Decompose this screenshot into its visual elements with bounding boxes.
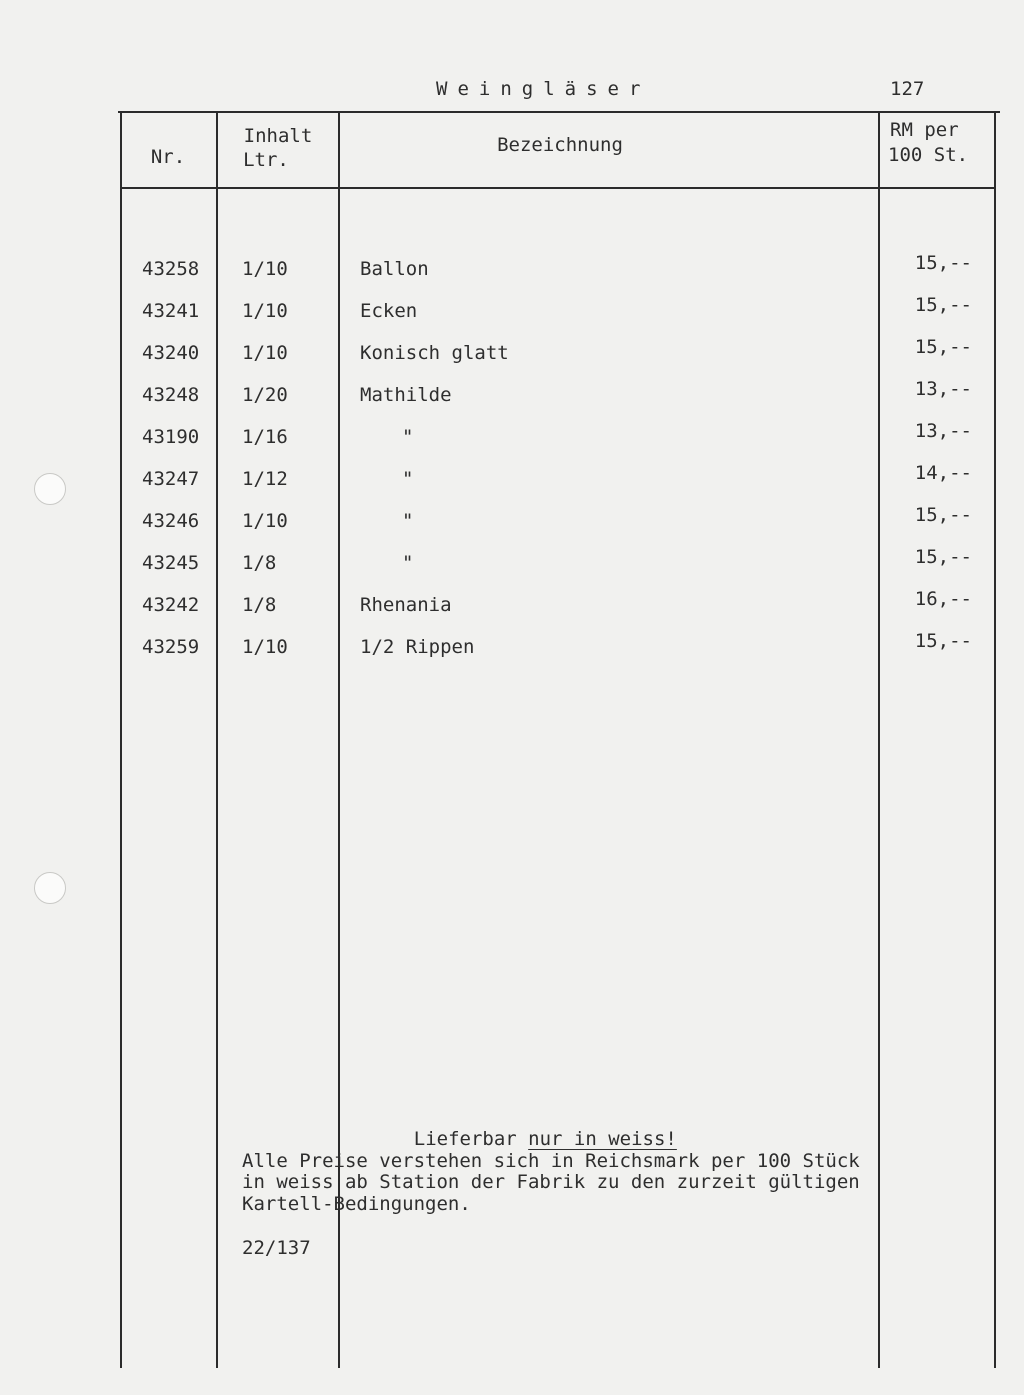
row-inhalt: 1/8 [242, 594, 277, 616]
header-bottom-rule [120, 187, 996, 189]
row-nr: 43190 [142, 426, 200, 448]
availability-emphasis: nur in weiss! [528, 1128, 677, 1150]
column-header-bezeichnung: Bezeichnung [497, 134, 623, 156]
column-header-price-line1: RM per [890, 119, 959, 141]
row-nr: 43259 [142, 636, 200, 658]
table-top-rule [118, 111, 1000, 113]
row-bezeichnung: " [402, 552, 414, 574]
row-price: 15,-- [914, 336, 972, 358]
row-inhalt: 1/10 [242, 258, 288, 280]
availability-prefix: Lieferbar [413, 1128, 529, 1150]
row-bezeichnung: " [402, 426, 414, 448]
punch-hole-upper [34, 473, 66, 505]
row-nr: 43248 [142, 384, 200, 406]
row-inhalt: 1/10 [242, 342, 288, 364]
row-nr: 43241 [142, 300, 200, 322]
page-title: Weingläser [436, 78, 651, 100]
row-nr: 43245 [142, 552, 200, 574]
row-inhalt: 1/10 [242, 636, 288, 658]
row-bezeichnung: Ballon [360, 258, 429, 280]
row-price: 15,-- [914, 546, 972, 568]
column-header-price-line2: 100 St. [888, 144, 969, 166]
row-inhalt: 1/20 [242, 384, 288, 406]
row-nr: 43247 [142, 468, 200, 490]
column-rule-right [994, 112, 996, 1368]
column-rule-left [120, 112, 122, 1368]
row-bezeichnung: " [402, 468, 414, 490]
row-price: 15,-- [914, 294, 972, 316]
row-price: 13,-- [914, 378, 972, 400]
row-inhalt: 1/10 [242, 300, 288, 322]
column-header-inhalt-line2: Ltr. [243, 149, 289, 171]
row-price: 15,-- [914, 252, 972, 274]
row-bezeichnung: Konisch glatt [360, 342, 509, 364]
row-price: 13,-- [914, 420, 972, 442]
row-bezeichnung: " [402, 510, 414, 532]
column-header-nr: Nr. [150, 146, 186, 168]
punch-hole-lower [34, 872, 66, 904]
row-inhalt: 1/10 [242, 510, 288, 532]
row-nr: 43240 [142, 342, 200, 364]
row-nr: 43242 [142, 594, 200, 616]
row-nr: 43258 [142, 258, 200, 280]
column-header-inhalt-line1: Inhalt [243, 125, 313, 147]
reference-number: 22/137 [242, 1237, 311, 1259]
page-number: 127 [890, 78, 925, 100]
terms-line-3: Kartell-Bedingungen. [242, 1193, 471, 1215]
terms-line-2: in weiss ab Station der Fabrik zu den zurzeit gültigen [242, 1171, 860, 1193]
column-rule-nr [216, 112, 218, 1368]
row-price: 14,-- [914, 462, 972, 484]
row-bezeichnung: Ecken [360, 300, 418, 322]
row-inhalt: 1/16 [242, 426, 288, 448]
row-price: 16,-- [914, 588, 972, 610]
row-nr: 43246 [142, 510, 200, 532]
row-price: 15,-- [914, 630, 972, 652]
terms-line-1: Alle Preise verstehen sich in Reichsmark per 100 Stück [242, 1150, 860, 1172]
row-price: 15,-- [914, 504, 972, 526]
row-bezeichnung: Rhenania [360, 594, 452, 616]
row-bezeichnung: Mathilde [360, 384, 452, 406]
row-inhalt: 1/8 [242, 552, 277, 574]
row-bezeichnung: 1/2 Rippen [360, 636, 475, 658]
row-inhalt: 1/12 [242, 468, 288, 490]
